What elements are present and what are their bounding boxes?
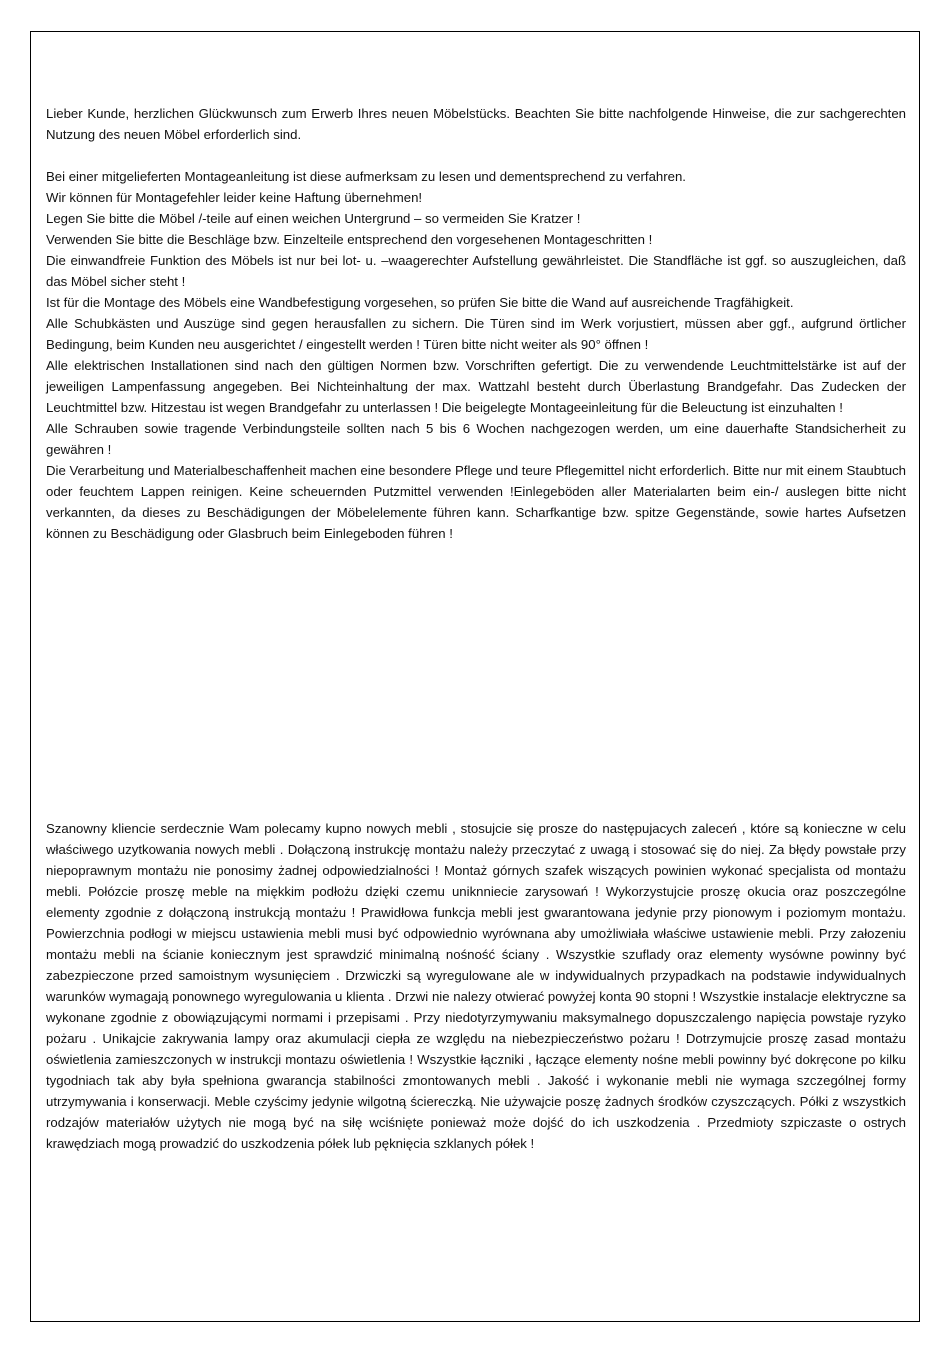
polish-paragraph: Szanowny kliencie serdecznie Wam polecamy kupno nowych mebli , stosujcie się prosze do następujacych zaleceń , które są konieczne w celu właściwego uzytkowania nowych mebli . Dołączoną instrukcję montażu należy przeczytać z uwagą i stosować się do niej. Za błędy powstałe przy niepoprawnym montażu nie ponosimy żadnej odpowiedzialności ! Montaż górnych szafek wiszących powinien wykonać specjalista od montażu mebli. Połózcie proszę meble na miękkim podłożu dzięki czemu uniknniecie zarysowań ! Wykorzystujcie proszę okucia oraz poszczególne elementy zgodnie z dołączoną instrukcją montażu ! Prawidłowa funkcja mebli jest gwarantowana jedynie przy pionowym i poziomym montażu. Powierzchnia podłogi w miejscu ustawienia mebli musi być odpowiednio wyrównana aby umożliwiała właściwe ustawienie mebli. Przy załozeniu montażu mebli na ścianie koniecznym jest sprawdzić minimalną nośność ściany . Wszystkie szuflady oraz elementy wysówne powinny być zabezpieczone przed samoistnym wysunięciem . Drzwiczki są wyregulowane ale w indywidualnych przypadkach na podstawie indywidualnych warunków wymagają ponownego wyregulowania u klienta . Drzwi nie nalezy otwierać powyżej konta 90 stopni ! Wszystkie instalacje elektryczne sa wykonane zgodnie z obowiązującymi normami i przepisami . Przy niedotyrzymywaniu maksymalnego dopuszczalengo napięcia powstaje ryzyko pożaru . Unikajcie zakrywania lampy oraz akumulacji ciepła ze względu na niebezpieczeństwo pożaru ! Dotrzymujcie proszę zasad montażu oświetlenia zamieszczonych w instrukcji montazu oświetlenia ! Wszystkie łączniki , łączące elementy nośne mebli powinny być dokręcone po kilku tygodniach tak aby była spełniona gwarancja stabilności zmontowanych mebli . Jakość i wykonanie mebli nie wymaga szczególnej formy utrzymywania i konserwacji. Meble czyścimy jedynie wilgotną ściereczką. Nie używajcie poszę żadnych środków czyszczących. Półki z wszystkich rodzajów materiałów użytych nie mogą być na siłę wciśnięte ponieważ może dojść do ich uszkodzenia . Przedmioty szpiczaste o ostrych krawędziach mogą prowadzić do uszkodzenia półek lub pęknięcia szklanych półek ! (46, 821, 906, 1151)
polish-instructions (46, 818, 906, 1154)
german-line: Bei einer mitgelieferten Montageanleitung ist diese aufmerksam zu lesen und dementsprechend zu verfahren. (46, 169, 686, 184)
paragraph-spacer (46, 145, 906, 166)
german-line: Alle Schubkästen und Auszüge sind gegen herausfallen zu sichern. Die Türen sind im Werk vorjustiert, müssen aber ggf., aufgrund örtlicher Bedingung, beim Kunden neu ausgerichtet / eingestellt werden ! Türen bitte nicht weiter als 90° öffnen ! (46, 316, 906, 352)
german-line: Legen Sie bitte die Möbel /-teile auf einen weichen Untergrund – so vermeiden Sie Kratzer ! (46, 211, 581, 226)
german-line: Die Verarbeitung und Materialbeschaffenheit machen eine besondere Pflege und teure Pflegemittel nicht erforderlich. Bitte nur mit einem Staubtuch oder feuchtem Lappen reinigen. Keine scheuernden Putzmittel verwenden !Einlegeböden aller Materialarten beim ein-/ auslegen bitte nicht verkannten, da dieses zu Beschädigungen der Möbelelemente führen kann. Scharfkantige bzw. spitze Gegenstände, sowie hartes Aufsetzen können zu Beschädigung oder Glasbruch beim Einlegeboden führen ! (46, 463, 906, 541)
german-intro: Lieber Kunde, herzlichen Glückwunsch zum Erwerb Ihres neuen Möbelstücks. Beachten Sie bitte nachfolgende Hinweise, die zur sachgerechten Nutzung des neuen Möbel erforderlich sind. (46, 106, 906, 142)
german-line: Die einwandfreie Funktion des Möbels ist nur bei lot- u. –waagerechter Aufstellung gewährleistet. Die Standfläche ist ggf. so auszugleichen, daß das Möbel sicher steht ! (46, 253, 906, 289)
german-line: Alle elektrischen Installationen sind nach den gültigen Normen bzw. Vorschriften gefertigt. Die zu verwendende Leuchtmittelstärke ist auf der jeweiligen Lampenfassung angegeben. Bei Nichteinhaltung der max. Wattzahl besteht durch Überlastung Brandgefahr. Das Zudecken der Leuchtmittel bzw. Hitzestau ist wegen Brandgefahr zu unterlassen ! Die beigelegte Montageeinleitung für die Beleuctung ist einzuhalten ! (46, 358, 906, 415)
german-line: Ist für die Montage des Möbels eine Wandbefestigung vorgesehen, so prüfen Sie bitte die Wand auf ausreichende Tragfähigkeit. (46, 295, 794, 310)
german-instructions (46, 103, 906, 544)
german-line: Verwenden Sie bitte die Beschläge bzw. Einzelteile entsprechend den vorgesehenen Montageschritten ! (46, 232, 653, 247)
german-line: Wir können für Montagefehler leider keine Haftung übernehmen! (46, 190, 423, 205)
german-line: Alle Schrauben sowie tragende Verbindungsteile sollten nach 5 bis 6 Wochen nachgezogen werden, um eine dauerhafte Standsicherheit zu gewähren ! (46, 421, 906, 457)
